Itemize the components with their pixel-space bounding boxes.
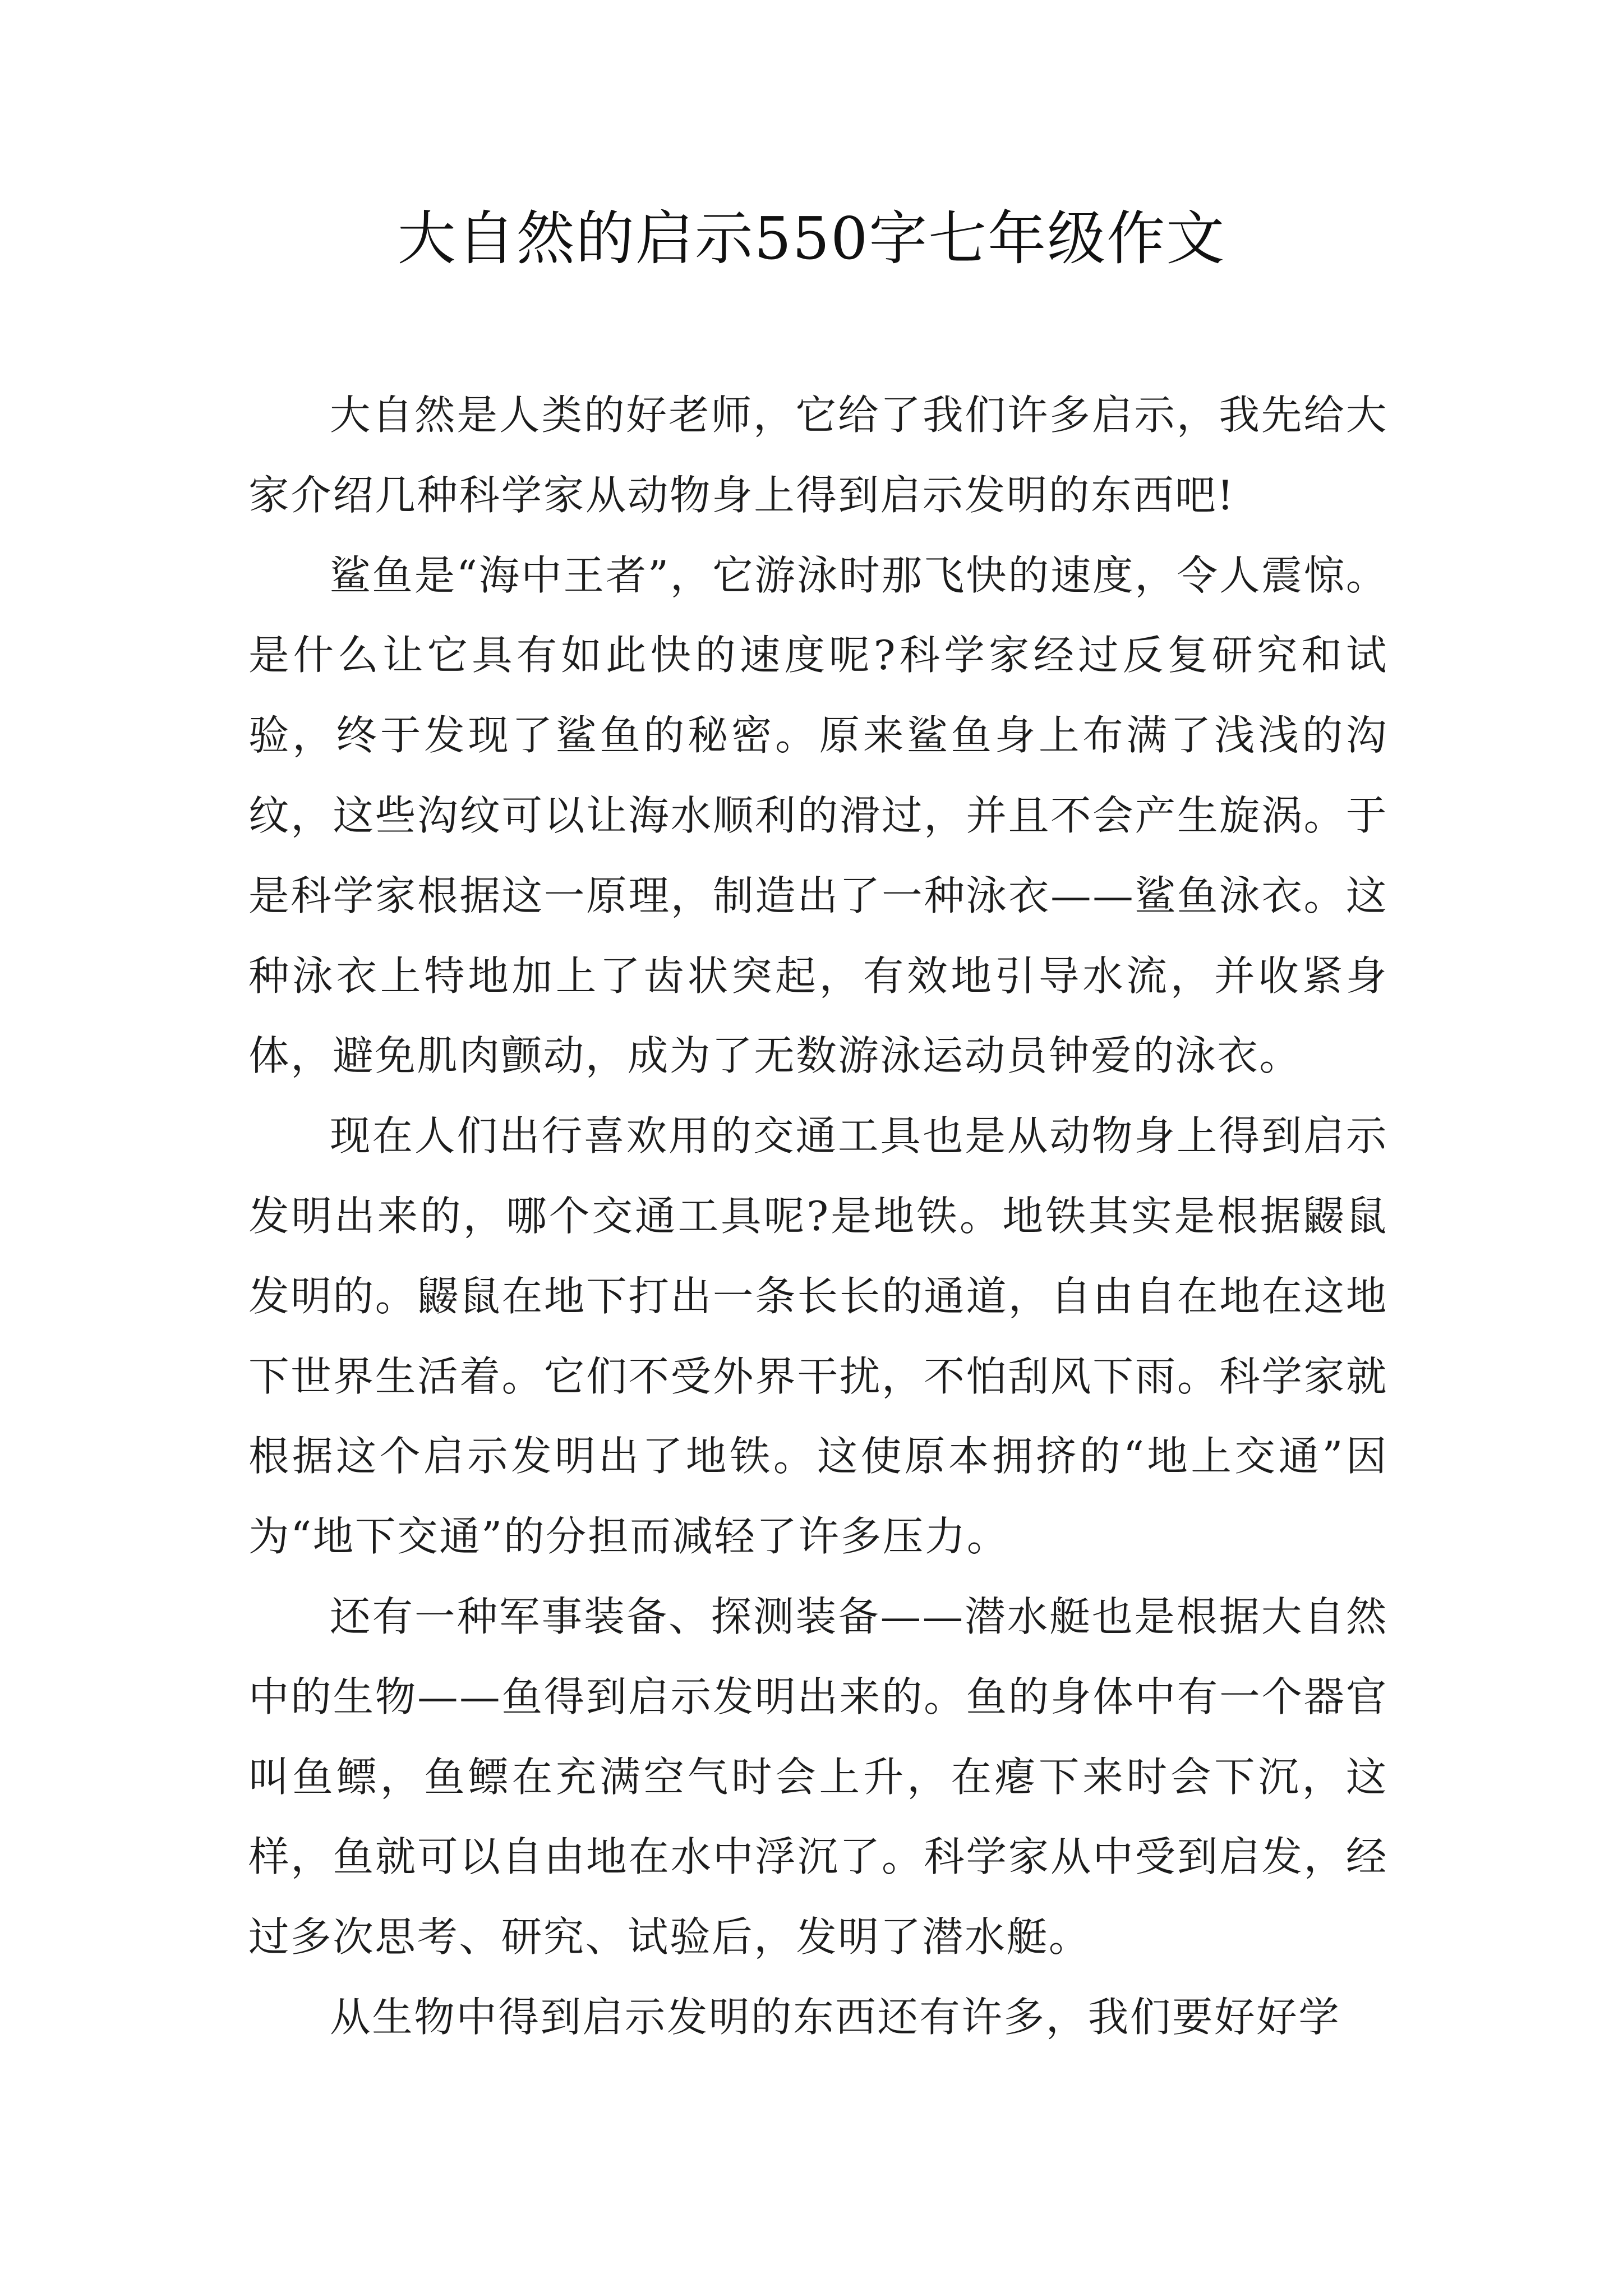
document-body	[248, 376, 1388, 2058]
paragraph: 从生物中得到启示发明的东西还有许多，我们要好好学	[330, 1994, 1341, 2041]
paragraph: 还有一种军事装备、探测装备——潜水艇也是根据大自然中的生物——鱼得到启示发明出来的。鱼的身体中有一个器官叫鱼鳔，鱼鳔在充满空气时会上升，在瘪下来时会下沉，这样，鱼就可以自由地在水中浮沉了。科学家从中受到启发，经过多次思考、研究、试验后，发明了潜水艇。	[248, 1593, 1388, 1962]
document-title: 大自然的启示550字七年级作文	[397, 204, 1226, 273]
paragraph: 现在人们出行喜欢用的交通工具也是从动物身上得到启示发明出来的，哪个交通工具呢?是地铁。地铁其实是根据鼹鼠发明的。鼹鼠在地下打出一条长长的通道，自由自在地在这地下世界生活着。它们不受外界干扰，不怕刮风下雨。科学家就根据这个启示发明出了地铁。这使原本拥挤的“地上交通”因为“地下交通”的分担而减轻了许多压力。	[248, 1113, 1388, 1561]
paragraph: 大自然是人类的好老师，它给了我们许多启示，我先给大家介绍几种科学家从动物身上得到启示发明的东西吧!	[248, 392, 1388, 519]
paragraph: 鲨鱼是“海中王者”，它游泳时那飞快的速度，令人震惊。是什么让它具有如此快的速度呢?科学家经过反复研究和试验，终于发现了鲨鱼的秘密。原来鲨鱼身上布满了浅浅的沟纹，这些沟纹可以让海水顺利的滑过，并且不会产生旋涡。于是科学家根据这一原理，制造出了一种泳衣——鲨鱼泳衣。这种泳衣上特地加上了齿状突起，有效地引导水流，并收紧身体，避免肌肉颤动，成为了无数游泳运动员钟爱的泳衣。	[248, 552, 1388, 1080]
